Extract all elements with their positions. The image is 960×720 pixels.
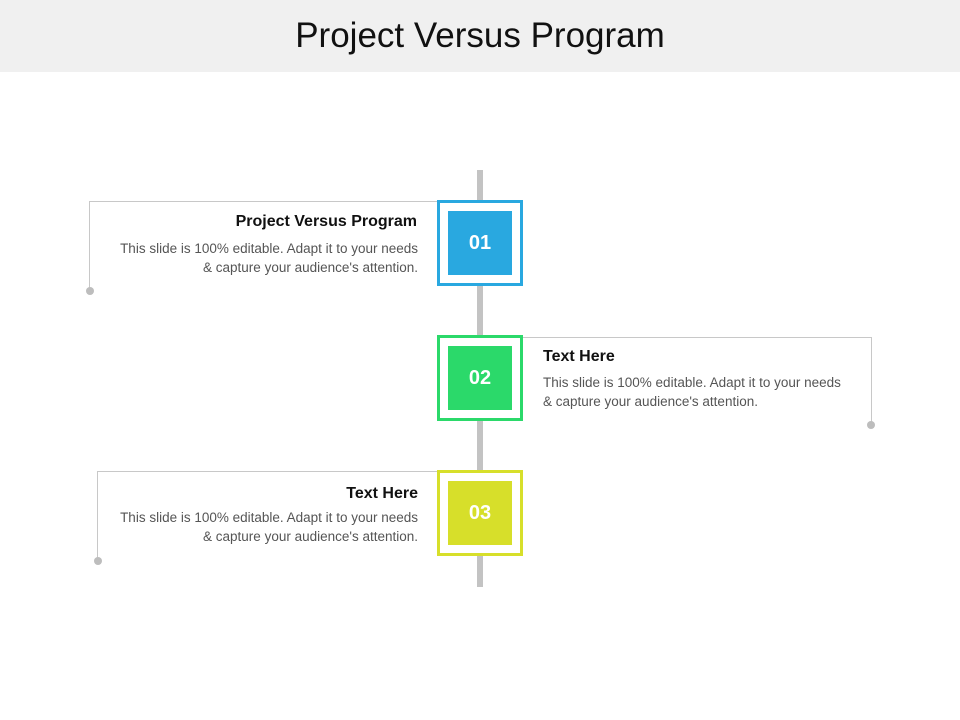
step-number-2: 02 [448, 346, 512, 410]
connector-dot-2 [867, 421, 875, 429]
step-description-2: This slide is 100% editable. Adapt it to your needs & capture your audience's attention. [543, 375, 841, 409]
step-description-1: This slide is 100% editable. Adapt it to your needs & capture your audience's attention. [120, 241, 418, 275]
step-heading-3: Text Here [346, 485, 418, 502]
step-description-3: This slide is 100% editable. Adapt it to your needs & capture your audience's attention. [120, 510, 418, 544]
slide-title: Project Versus Program [295, 16, 665, 55]
step-heading-1: Project Versus Program [235, 213, 417, 230]
step-marker-3 [437, 470, 523, 556]
connector-dot-3 [94, 557, 102, 565]
step-marker-2 [437, 335, 523, 421]
connector-dot-1 [86, 287, 94, 295]
step-number-3: 03 [448, 481, 512, 545]
step-number-1: 01 [448, 211, 512, 275]
step-marker-1 [437, 200, 523, 286]
step-heading-2: Text Here [543, 348, 615, 365]
